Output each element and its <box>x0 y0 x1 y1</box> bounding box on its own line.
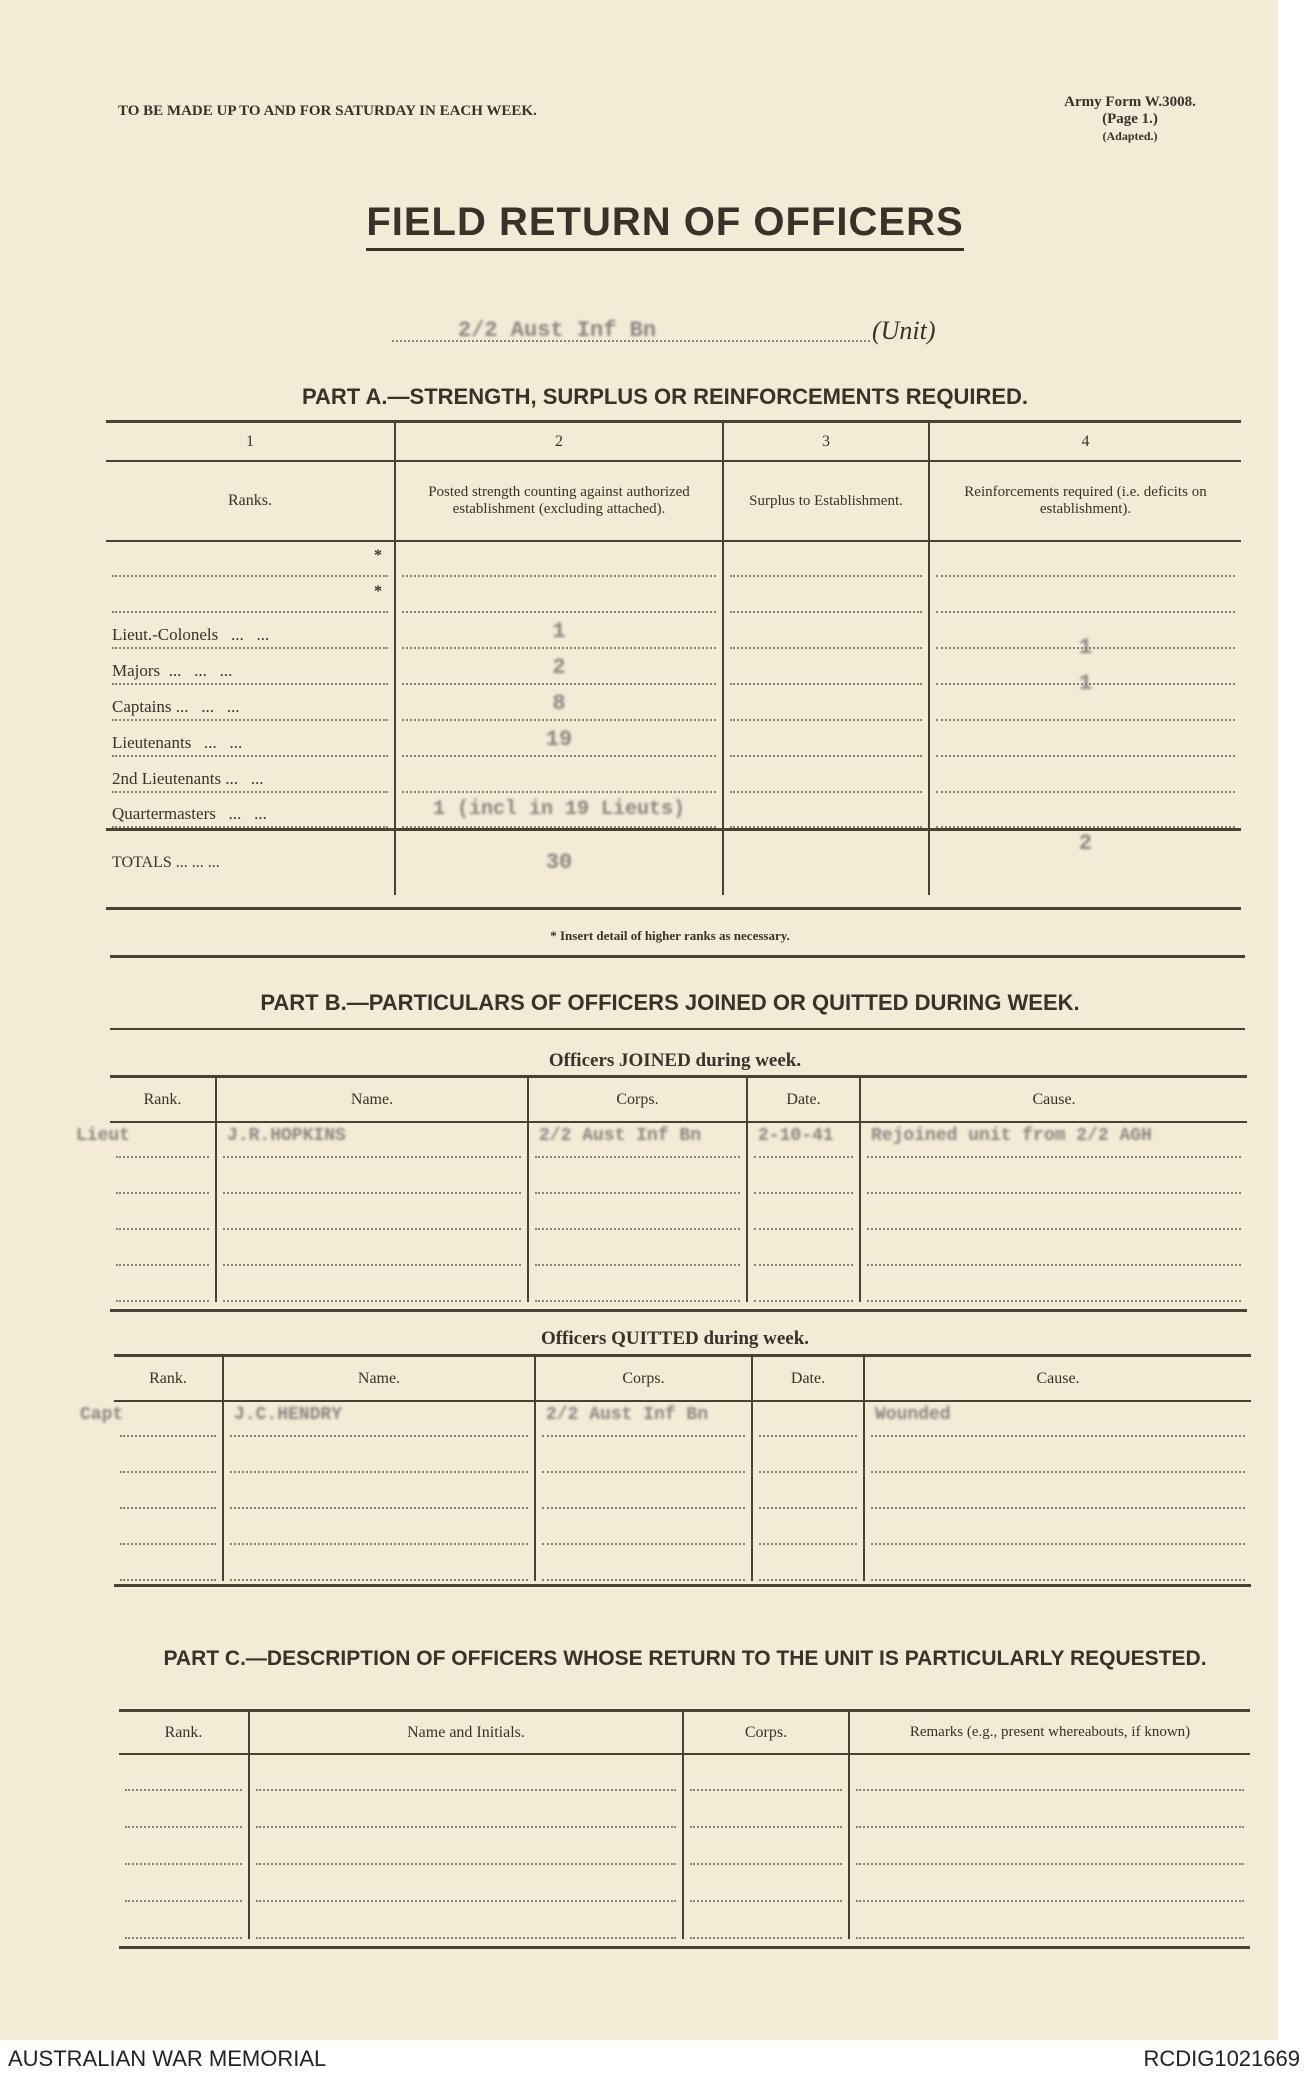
rank-label: Lieutenants ... ... <box>112 733 243 752</box>
reinforcements-value: 1 <box>1078 635 1093 660</box>
totals-reinforcements: 2 <box>1078 830 1093 856</box>
page-title: FIELD RETURN OF OFFICERS <box>0 200 1310 245</box>
col-header-surplus: Surplus to Establishment. <box>723 461 929 541</box>
rank-row <box>106 577 1241 613</box>
reinforcements-value: 1 <box>1078 671 1093 696</box>
col-header: Name. <box>216 1078 528 1122</box>
col-header-ranks: Ranks. <box>228 492 272 509</box>
col-header: Rank. <box>143 1090 182 1108</box>
col-header: Corps. <box>535 1357 752 1401</box>
col-header: Date. <box>747 1078 860 1122</box>
col-number: 2 <box>395 423 723 461</box>
col-header: Date. <box>752 1357 864 1401</box>
col-number: 1 <box>246 432 254 450</box>
table-row <box>114 1509 1251 1545</box>
rank-label: * <box>374 547 382 564</box>
unit-value: 2/2 Aust Inf Bn <box>458 318 657 343</box>
table-row <box>110 1158 1247 1194</box>
rank-label: Majors ... ... ... <box>112 661 233 680</box>
name-value: J.R.HOPKINS <box>227 1126 346 1146</box>
instruction-text: TO BE MADE UP TO AND FOR SATURDAY IN EACH WEEK. <box>118 103 537 119</box>
date-value: 2-10-41 <box>758 1126 834 1146</box>
table-row <box>110 1122 1247 1158</box>
posted-value: 1 <box>552 619 566 644</box>
posted-value: 8 <box>552 691 566 716</box>
quitted-table <box>80 1357 1251 1581</box>
col-header-remarks: Remarks (e.g., present whereabouts, if known) <box>849 1712 1250 1754</box>
totals-posted: 30 <box>545 850 573 876</box>
table-row <box>119 1828 1250 1865</box>
rank-row <box>106 793 1241 829</box>
unit-label: (Unit) <box>872 316 936 345</box>
part-a-table <box>106 423 1241 895</box>
joined-table <box>76 1078 1247 1302</box>
corps-value: 2/2 Aust Inf Bn <box>539 1126 702 1146</box>
rank-label: * <box>374 583 382 600</box>
rank-row <box>106 613 1241 649</box>
cause-value: Wounded <box>875 1405 951 1425</box>
table-row <box>110 1266 1247 1302</box>
table-row <box>119 1865 1250 1902</box>
rank-row <box>106 541 1241 577</box>
col-number: 4 <box>929 423 1241 461</box>
name-value: J.C.HENDRY <box>234 1405 343 1425</box>
table-row <box>114 1473 1251 1509</box>
table-row <box>114 1545 1251 1581</box>
part-b-title: PART B.—PARTICULARS OF OFFICERS JOINED OR QUITTED DURING WEEK. <box>260 990 1080 1015</box>
rank-label: 2nd Lieutenants ... ... <box>112 769 264 788</box>
part-c-table <box>119 1712 1250 1939</box>
rank-label: Lieut.-Colonels ... ... <box>112 625 270 644</box>
rank-row <box>106 721 1241 757</box>
posted-value: 1 (incl in 19 Lieuts) <box>432 797 686 821</box>
rank-row <box>106 685 1241 721</box>
footnote: * Insert detail of higher ranks as necessary. <box>550 928 790 943</box>
col-header: Corps. <box>528 1078 747 1122</box>
form-adapted: (Adapted.) <box>1102 129 1158 143</box>
form-number-block <box>1040 94 1220 145</box>
table-row <box>119 1902 1250 1939</box>
col-header-posted: Posted strength counting against authorized establishment (excluding attached). <box>395 461 723 541</box>
rank-label: Quartermasters ... ... <box>112 803 267 823</box>
col-header: Name. <box>223 1357 535 1401</box>
totals-label: TOTALS ... ... ... <box>112 853 220 871</box>
footer-source: AUSTRALIAN WAR MEMORIAL <box>8 2046 327 2071</box>
footer-id: RCDIG1021669 <box>1143 2046 1300 2071</box>
col-header-corps: Corps. <box>683 1712 849 1754</box>
rank-value: Lieut <box>76 1126 131 1146</box>
table-row <box>110 1194 1247 1230</box>
quitted-heading: Officers QUITTED during week. <box>540 1328 810 1349</box>
corps-value: 2/2 Aust Inf Bn <box>546 1405 709 1425</box>
table-row <box>110 1230 1247 1266</box>
table-row <box>114 1437 1251 1473</box>
totals-row <box>106 829 1241 895</box>
part-a-title: PART A.—STRENGTH, SURPLUS OR REINFORCEMENTS REQUIRED. <box>301 384 1029 409</box>
col-number: 3 <box>723 423 929 461</box>
posted-value: 2 <box>552 655 566 680</box>
unit-field <box>392 316 870 346</box>
form-page: (Page 1.) <box>1102 111 1158 127</box>
rank-row <box>106 649 1241 685</box>
col-header: Cause. <box>860 1078 1247 1122</box>
table-row <box>119 1791 1250 1828</box>
rank-label: Captains ... ... ... <box>112 697 240 716</box>
table-row <box>119 1754 1250 1791</box>
part-c-title: PART C.—DESCRIPTION OF OFFICERS WHOSE RETURN TO THE UNIT IS PARTICULARLY REQUESTED. <box>163 1647 1207 1670</box>
col-header-rank: Rank. <box>164 1723 203 1741</box>
rank-row <box>106 757 1241 793</box>
rank-value: Capt <box>80 1405 124 1425</box>
col-header: Cause. <box>864 1357 1251 1401</box>
cause-value: Rejoined unit from 2/2 AGH <box>871 1126 1152 1146</box>
col-header-name: Name and Initials. <box>249 1712 683 1754</box>
form-number: Army Form W.3008. <box>1064 94 1196 110</box>
col-header: Rank. <box>149 1369 187 1387</box>
joined-heading: Officers JOINED during week. <box>548 1050 802 1071</box>
table-row <box>114 1401 1251 1437</box>
posted-value: 19 <box>545 727 573 752</box>
col-header-reinforcements: Reinforcements required (i.e. deficits on establishment). <box>929 461 1241 541</box>
